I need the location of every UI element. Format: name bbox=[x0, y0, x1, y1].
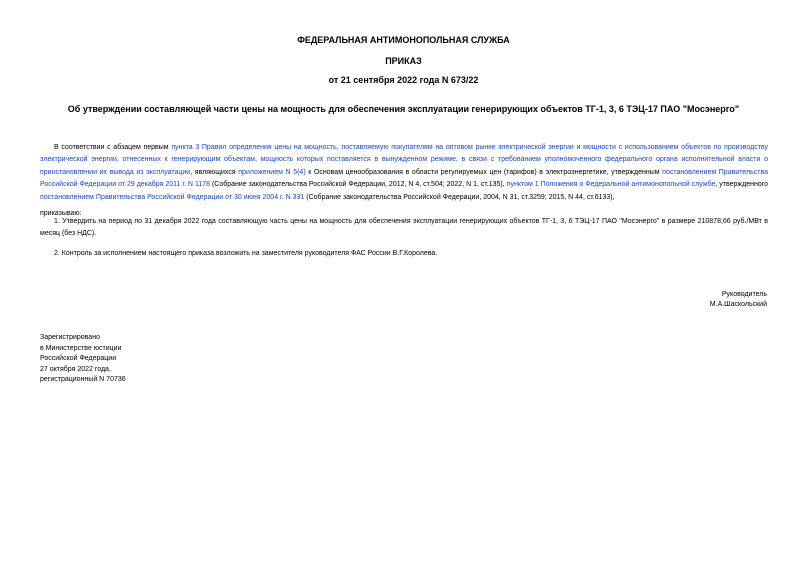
link-fas-regulation[interactable]: пунктом 1 Положения о Федеральной антимонопольной службе bbox=[506, 181, 716, 189]
registration-line: 27 октября 2022 года, bbox=[40, 365, 111, 373]
issuing-authority: ФЕДЕРАЛЬНАЯ АНТИМОНОПОЛЬНАЯ СЛУЖБА bbox=[297, 35, 510, 45]
document-title: Об утверждении составляющей части цены на мощность для обеспечения эксплуатации генерирующих объектов ТГ-1, 3, 6 ТЭЦ-17 ПАО "Мосэнерго" bbox=[67, 104, 740, 114]
preamble-paragraph bbox=[40, 142, 768, 204]
document-date-number: от 21 сентября 2022 года N 673/22 bbox=[328, 75, 479, 85]
preamble-text: к Основам ценообразования в области регулируемых цен (тарифов) в электроэнергетике, утвержденным bbox=[305, 168, 663, 176]
registration-line: регистрационный N 70736 bbox=[40, 376, 126, 383]
signatory-name: М.А.Шаскольский bbox=[709, 301, 767, 308]
orders-word: приказываю: bbox=[40, 210, 82, 217]
order-item-1: 1. Утвердить на период по 31 декабря 2022 года составляющую часть цены на мощность для обеспечения эксплуатации генерирующих объектов ТГ-1, 3, 6 ТЭЦ-17 ПАО "Мосэнерго" в размере 210878,66 руб./МВт в месяц (без НДС). bbox=[40, 218, 768, 238]
document-type: ПРИКАЗ bbox=[385, 56, 422, 66]
registration-block bbox=[40, 333, 126, 386]
order-item-2: 2. Контроль за исполнением настоящего приказа возложить на заместителя руководителя ФАС России В.Г.Королева. bbox=[54, 250, 438, 257]
link-appendix-5-4[interactable]: приложением N 5(4) bbox=[238, 168, 306, 176]
registration-line: Российской Федерации bbox=[40, 355, 117, 362]
link-resolution-1178[interactable]: постановлением Правительства Российской Федерации от 29 декабря 2011 г. N 1178 bbox=[40, 168, 768, 189]
preamble-text: , утвержденного bbox=[715, 181, 769, 189]
preamble-text: В соответствии с абзацем первым bbox=[54, 144, 172, 151]
preamble-text: (Собрание законодательства Российской Федерации, 2004, N 31, ст.3259; 2015, N 44, ст.6133), bbox=[304, 193, 615, 201]
link-pricing-rules[interactable]: пункта 3 Правил определения цены на мощность, поставляемую покупателям на оптовом рынке электрической энергии и мощности с использованием объектов по производству электрической энергии, отнесенных к генерирующим объектам, мощность которых поставляется в вынужденном режиме, в связи с требованием уполномоченного федерального органа исполнительной власти о приостановлении их вывода из эксплуатации bbox=[40, 144, 768, 176]
link-resolution-331[interactable]: постановлением Правительства Российской Федерации от 30 июня 2004 г. N 331 bbox=[40, 193, 305, 201]
registration-line: Зарегистрировано bbox=[40, 334, 100, 341]
preamble-text: (Собрание законодательства Российской Федерации, 2012, N 4, ст.504; 2022, N 1, ст.135), bbox=[210, 181, 507, 189]
registration-line: в Министерстве юстиции bbox=[40, 344, 122, 352]
signatory-role: Руководитель bbox=[721, 291, 767, 298]
preamble-text: , являющихся bbox=[190, 168, 239, 176]
